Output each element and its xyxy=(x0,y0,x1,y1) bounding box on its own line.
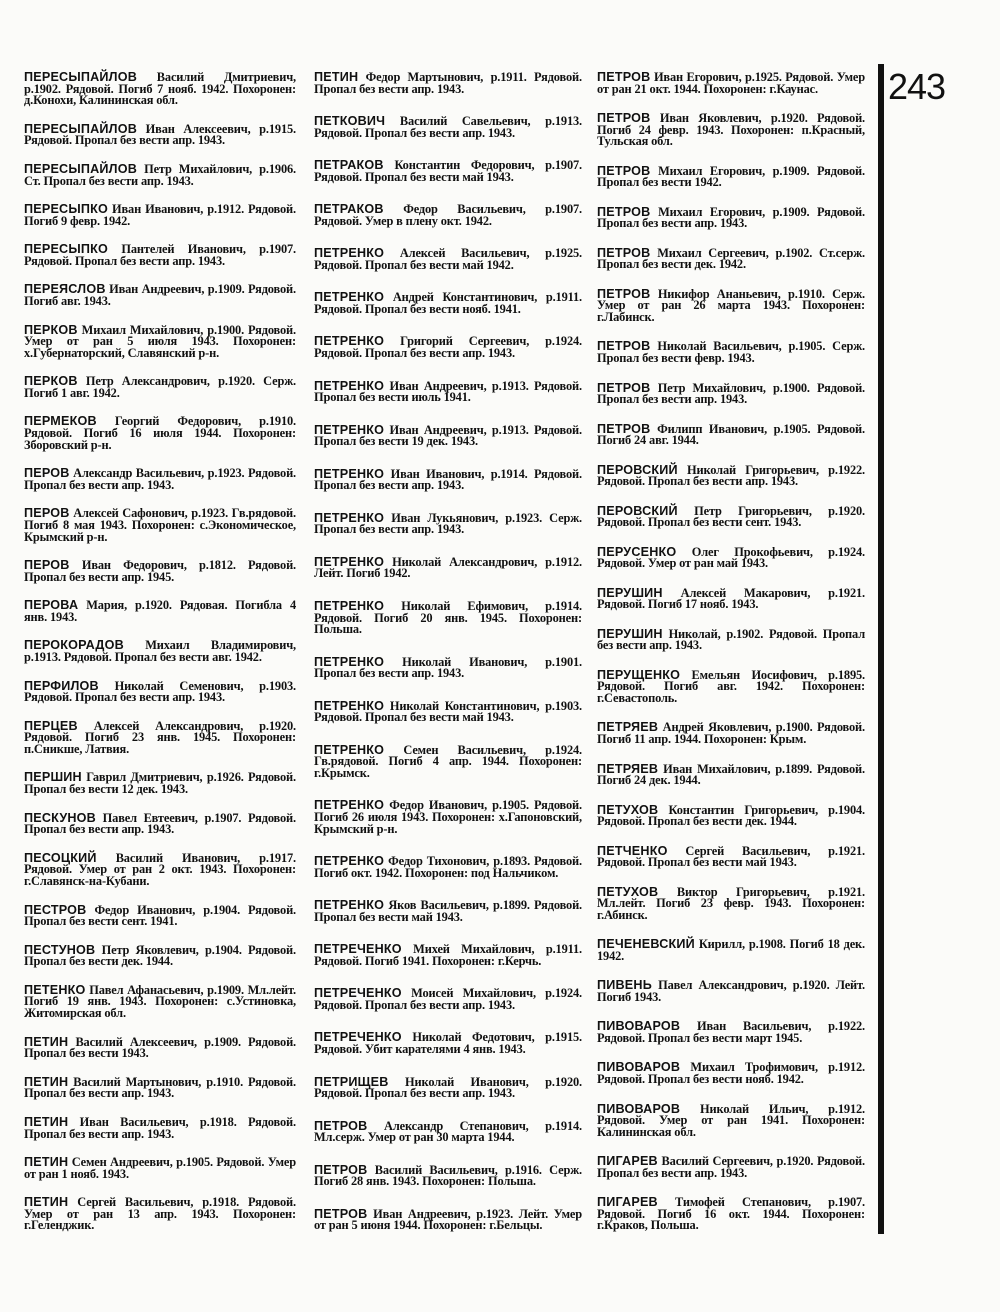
list-entry xyxy=(597,980,865,1003)
list-entry xyxy=(24,1157,296,1180)
entry-surname: ПЕТРЕНКО xyxy=(314,654,385,669)
entry-details: Павел Евтеевич, р.1907. Рядовой. Пропал без вести апр. 1943. xyxy=(24,810,296,837)
entry-surname: ПЕТРЕНКО xyxy=(314,510,385,525)
entry-details: Федор Васильевич, р.1907. Рядовой. Умер в плену окт. 1942. xyxy=(314,202,582,228)
entry-details: Семен Андреевич, р.1905. Рядовой. Умер от ран 1 нояб. 1943. xyxy=(24,1155,297,1181)
entry-surname: ПЕТРОВ xyxy=(314,1118,368,1133)
entry-details: Федор Тихонович, р.1893. Рядовой. Погиб окт. 1942. Похоронен: под Нальчиком. xyxy=(314,854,582,880)
list-entry xyxy=(24,204,296,227)
entry-details: Николай Ильич, р.1912. Рядовой. Умер от ран 1941. Похоронен: Калининская обл. xyxy=(597,1101,865,1139)
entry-surname: ПЕРОВ xyxy=(24,466,70,481)
list-entry xyxy=(24,121,296,148)
entry-surname: ПЕЧЕНЕВСКИЙ xyxy=(597,937,695,952)
entry-surname: ПЕТРОВ xyxy=(597,204,651,219)
entry-surname: ПЕТРЕНКО xyxy=(314,422,385,437)
entry-details: Федор Иванович, р.1904. Рядовой. Пропал без вести сент. 1941. xyxy=(24,902,296,929)
entry-details: Николай Константинович, р.1903. Рядовой. Пропал без вести май 1943. xyxy=(314,698,582,725)
entry-details: Иван Иванович, р.1914. Рядовой. Пропал без вести апр. 1943. xyxy=(314,466,582,493)
entry-surname: ПЕТРЕЧЕНКО xyxy=(314,986,402,1001)
list-entry xyxy=(314,422,582,449)
entry-surname: ПЕТРЕНКО xyxy=(314,246,385,261)
entry-surname: ПЕТРОВ xyxy=(314,1206,368,1221)
entry-details: Тимофей Степанович, р.1907. Рядовой. Погиб 16 окт. 1944. Похоронен: г.Краков, Польша. xyxy=(597,1195,865,1233)
entry-surname: ПЕРЕЯСЛОВ xyxy=(24,282,106,297)
list-entry xyxy=(597,1156,865,1179)
entry-details: Петр Григорьевич, р.1920. Рядовой. Пропал без вести сент. 1943. xyxy=(597,503,865,530)
list-entry xyxy=(597,585,865,612)
list-entry xyxy=(24,161,296,188)
list-entry xyxy=(24,1074,296,1101)
entry-details: Иван Иванович, р.1912. Рядовой. Погиб 9 февр. 1942. xyxy=(24,202,296,228)
list-entry xyxy=(24,322,296,360)
entry-surname: ПЕТУХОВ xyxy=(597,802,659,817)
entry-surname: ПЕРОВА xyxy=(24,598,79,613)
entry-surname: ПЕРМЕКОВ xyxy=(24,414,97,429)
list-entry xyxy=(24,1114,296,1141)
list-entry xyxy=(597,341,865,364)
list-entry xyxy=(597,72,865,95)
entry-surname: ПИВОВАРОВ xyxy=(597,1101,681,1116)
entry-details: Андрей Яковлевич, р.1900. Рядовой. Погиб 11 апр. 1944. Похоронен: Крым. xyxy=(597,720,865,747)
list-entry xyxy=(314,292,582,315)
entry-surname: ПЕТРОВ xyxy=(597,111,651,126)
list-entry xyxy=(24,508,296,543)
entry-details: Семен Васильевич, р.1924. Гв.рядовой. Погиб 4 апр. 1944. Похоронен: г.Крымск. xyxy=(314,742,582,780)
entry-details: Михаил Владимирович, р.1913. Рядовой. Пропал без вести авг. 1942. xyxy=(24,638,296,664)
entry-details: Пантелей Иванович, р.1907. Рядовой. Пропал без вести апр. 1943. xyxy=(24,242,297,268)
entry-surname: ПЕРОВ xyxy=(24,558,70,573)
list-entry xyxy=(314,72,582,95)
list-entry xyxy=(597,462,865,489)
list-entry xyxy=(597,544,865,571)
entry-details: Михей Михайлович, р.1911. Рядовой. Погиб 1941. Похоронен: г.Керчь. xyxy=(314,942,582,968)
list-entry xyxy=(597,286,865,325)
entry-details: Константин Федорович, р.1907. Рядовой. Пропал без вести май 1943. xyxy=(314,158,582,184)
list-entry xyxy=(24,72,296,107)
entry-details: Николай Ефимович, р.1914. Рядовой. Погиб 20 янв. 1945. Похоронен: Польша. xyxy=(314,598,582,637)
list-entry xyxy=(314,1162,582,1189)
entry-details: Николай, р.1902. Рядовой. Пропал без вести апр. 1943. xyxy=(597,626,865,653)
list-entry xyxy=(597,802,865,829)
entry-details: Кирилл, р.1908. Погиб 18 дек. 1942. xyxy=(597,937,865,963)
entry-details: Сергей Васильевич, р.1918. Рядовой. Умер от ран 13 апр. 1943. Похоронен: г.Геленджик. xyxy=(24,1195,296,1233)
entry-surname: ПИГАРЕВ xyxy=(597,1154,658,1169)
entry-details: Иван Егорович, р.1925. Рядовой. Умер от ран 21 окт. 1944. Похоронен: г.Каунас. xyxy=(597,70,865,96)
entry-details: Иван Яковлевич, р.1920. Рядовой. Погиб 24 февр. 1943. Похоронен: п.Красный, Тульская обл. xyxy=(597,111,865,149)
entry-surname: ПЕРУСЕНКО xyxy=(597,544,677,559)
entry-details: Алексей Макарович, р.1921. Рядовой. Погиб 17 нояб. 1943. xyxy=(597,585,865,612)
entry-details: Алексей Сафонович, р.1923. Гв.рядовой. Погиб 8 мая 1943. Похоронен: с.Экономическое, Крымский р-н. xyxy=(24,506,296,544)
entry-surname: ПЕТРОВ xyxy=(597,380,651,395)
list-entry xyxy=(597,421,865,448)
entry-details: Петр Александрович, р.1920. Серж. Погиб 1 авг. 1942. xyxy=(24,374,296,400)
entry-details: Николай Григорьевич, р.1922. Рядовой. Пропал без вести апр. 1943. xyxy=(597,462,865,489)
list-entry xyxy=(24,678,296,705)
entry-surname: ПИГАРЕВ xyxy=(597,1195,658,1210)
entry-surname: ПЕТИН xyxy=(24,1195,69,1210)
entry-details: Мария, р.1920. Рядовая. Погибла 4 янв. 1943. xyxy=(24,598,296,624)
entry-surname: ПЕРФИЛОВ xyxy=(24,678,99,693)
entry-details: Михаил Егорович, р.1909. Рядовой. Пропал без вести апр. 1943. xyxy=(597,204,865,231)
entry-details: Павел Афанасьевич, р.1909. Мл.лейт. Погиб 19 янв. 1943. Похоронен: с.Устиновка, Житомирская обл. xyxy=(24,982,296,1021)
page-edge-bar xyxy=(878,64,884,1234)
list-entry xyxy=(314,742,582,780)
list-entry xyxy=(314,856,582,879)
entry-surname: ПЕРУШИН xyxy=(597,626,663,641)
list-entry xyxy=(314,1206,583,1233)
list-entry xyxy=(597,1021,865,1044)
list-entry xyxy=(597,843,865,870)
entry-surname: ПЕТРЕНКО xyxy=(314,378,385,393)
entry-surname: ПЕТРЕНКО xyxy=(314,742,385,757)
entry-details: Николай Федотович, р.1915. Рядовой. Убит карателями 4 янв. 1943. xyxy=(314,1030,582,1057)
list-entry xyxy=(24,850,297,888)
list-entry xyxy=(24,942,296,969)
list-entry xyxy=(597,626,865,653)
entry-details: Василий Дмитриевич, р.1902. Рядовой. Погиб 7 нояб. 1942. Похоронен: д.Конохи, Калининская обл. xyxy=(24,70,296,108)
entry-surname: ПЕТРОВ xyxy=(597,339,651,354)
list-entry xyxy=(597,939,865,962)
entry-surname: ПЕРКОВ xyxy=(24,322,78,337)
entry-surname: ПЕСТРОВ xyxy=(24,902,87,917)
entry-surname: ПЕТРЯЕВ xyxy=(597,761,659,776)
entry-surname: ПЕТРАКОВ xyxy=(314,202,384,217)
entry-details: Михаил Сергеевич, р.1902. Ст.серж. Пропал без вести дек. 1942. xyxy=(597,245,865,272)
list-entry xyxy=(597,722,865,745)
entry-surname: ПЕРОВСКИЙ xyxy=(597,503,678,518)
list-entry xyxy=(24,244,296,267)
entry-surname: ПЕРКОВ xyxy=(24,374,78,389)
entry-details: Николай Семенович, р.1903. Рядовой. Пропал без вести апр. 1943. xyxy=(24,678,296,705)
list-entry xyxy=(24,600,296,623)
list-entry xyxy=(314,204,582,227)
list-entry xyxy=(24,560,296,583)
entry-surname: ПЕРЦЕВ xyxy=(24,718,78,733)
list-entry xyxy=(597,761,865,788)
entry-details: Василий Васильевич, р.1916. Серж. Погиб 28 янв. 1943. Похоронен: Польша. xyxy=(314,1162,582,1189)
entry-details: Михаил Михайлович, р.1900. Рядовой. Умер от ран 5 июля 1943. Похоронен: х.Губернаторский, Славянский р-н. xyxy=(24,322,296,360)
list-entry xyxy=(24,982,296,1021)
list-entry xyxy=(314,378,582,405)
entry-details: Михаил Трофимович, р.1912. Рядовой. Пропал без вести нояб. 1942. xyxy=(597,1060,865,1087)
entry-details: Николай Иванович, р.1920. Рядовой. Пропал без вести апр. 1943. xyxy=(314,1074,582,1101)
entry-details: Василий Савельевич, р.1913. Рядовой. Пропал без вести апр. 1943. xyxy=(314,114,582,140)
entry-details: Яков Васильевич, р.1899. Рядовой. Пропал без вести май 1943. xyxy=(314,898,583,924)
entry-surname: ПЕТРОВ xyxy=(314,1162,368,1177)
entry-details: Василий Сергеевич, р.1920. Рядовой. Пропал без вести апр. 1943. xyxy=(597,1154,865,1180)
list-entry xyxy=(597,1197,865,1232)
entry-surname: ПЕРШИН xyxy=(24,770,82,785)
entry-surname: ПЕТЧЕНКО xyxy=(597,843,668,858)
list-entry xyxy=(597,204,865,231)
entry-surname: ПЕСКУНОВ xyxy=(24,810,96,825)
entry-details: Алексей Васильевич, р.1925. Рядовой. Пропал без вести май 1942. xyxy=(314,246,582,272)
entry-details: Федор Мартынович, р.1911. Рядовой. Пропал без вести апр. 1943. xyxy=(314,70,582,96)
list-entry xyxy=(24,376,296,399)
list-entry xyxy=(314,160,582,183)
entry-surname: ПЕТИН xyxy=(24,1155,69,1170)
entry-surname: ПЕТИН xyxy=(314,70,359,84)
list-entry xyxy=(314,900,582,923)
entry-surname: ПЕТЕНКО xyxy=(24,982,86,997)
entry-details: Иван Васильевич, р.1918. Рядовой. Пропал без вести апр. 1943. xyxy=(24,1114,296,1141)
entry-surname: ПЕТРОВ xyxy=(597,245,651,260)
list-entry xyxy=(597,667,866,706)
entry-surname: ПЕТИН xyxy=(24,1034,69,1049)
column-3 xyxy=(597,72,865,1232)
list-entry xyxy=(24,468,296,491)
entry-details: Михаил Егорович, р.1909. Рядовой. Пропал без вести 1942. xyxy=(597,163,865,190)
list-entry xyxy=(597,1101,865,1139)
list-entry xyxy=(597,884,865,922)
entry-surname: ПЕТРЕНКО xyxy=(314,698,385,713)
list-entry xyxy=(314,598,582,637)
entry-details: Николай Александрович, р.1912. Лейт. Погиб 1942. xyxy=(314,554,582,581)
entry-surname: ПЕТРАКОВ xyxy=(314,158,384,173)
list-entry xyxy=(24,718,296,756)
entry-surname: ПЕТРЕНКО xyxy=(314,554,385,569)
list-entry xyxy=(597,163,865,190)
entry-details: Иван Алексеевич, р.1915. Рядовой. Пропал без вести апр. 1943. xyxy=(24,121,296,148)
entry-details: Иван Васильевич, р.1922. Рядовой. Пропал без вести март 1945. xyxy=(597,1019,865,1045)
list-entry xyxy=(597,245,865,272)
entry-surname: ПЕТРОВ xyxy=(597,163,651,178)
entry-details: Иван Андреевич, р.1913. Рядовой. Пропал без вести 19 дек. 1943. xyxy=(314,422,582,449)
list-entry xyxy=(24,772,296,795)
list-entry xyxy=(597,380,866,407)
entry-details: Петр Михайлович, р.1906. Ст. Пропал без вести апр. 1943. xyxy=(24,161,296,188)
entry-details: Василий Мартынович, р.1910. Рядовой. Пропал без вести апр. 1943. xyxy=(24,1074,296,1101)
entry-surname: ПЕТИН xyxy=(24,1114,69,1129)
entry-details: Иван Михайлович, р.1899. Рядовой. Погиб 24 дек. 1944. xyxy=(597,761,865,788)
list-entry xyxy=(314,336,582,359)
list-entry xyxy=(24,810,296,837)
entry-details: Павел Александрович, р.1920. Лейт. Погиб 1943. xyxy=(597,978,865,1004)
page-number: 243 xyxy=(888,66,946,107)
entry-details: Сергей Васильевич, р.1921. Рядовой. Пропал без вести май 1943. xyxy=(597,843,865,870)
list-entry xyxy=(314,248,582,271)
entry-surname: ПЕТРЕНКО xyxy=(314,898,385,913)
entry-details: Александр Степанович, р.1914. Мл.серж. Умер от ран 30 марта 1944. xyxy=(314,1118,582,1145)
entry-surname: ПЕРЕСЫПАЙЛОВ xyxy=(24,121,138,136)
entry-details: Иван Лукьянович, р.1923. Серж. Пропал без вести апр. 1943. xyxy=(314,510,582,537)
entry-surname: ПЕРЕСЫПАЙЛОВ xyxy=(24,70,138,84)
list-entry xyxy=(314,1118,582,1145)
entry-surname: ПЕСТУНОВ xyxy=(24,942,96,957)
entry-details: Константин Григорьевич, р.1904. Рядовой. Пропал без вести дек. 1944. xyxy=(597,802,865,829)
entry-details: Петр Михайлович, р.1900. Рядовой. Пропал без вести апр. 1943. xyxy=(597,380,866,407)
entry-surname: ПИВОВАРОВ xyxy=(597,1060,681,1075)
entry-details: Емельян Иосифович, р.1895. Рядовой. Погиб авг. 1942. Похоронен: г.Севастополь. xyxy=(597,667,866,706)
list-entry xyxy=(314,800,582,835)
column-2 xyxy=(314,72,582,1232)
entry-details: Олег Прокофьевич, р.1924. Рядовой. Умер от ран май 1943. xyxy=(597,544,865,571)
entry-details: Николай Иванович, р.1901. Пропал без вести апр. 1943. xyxy=(314,654,582,681)
column-1 xyxy=(24,72,296,1232)
list-entry xyxy=(314,1032,582,1055)
entry-details: Филипп Иванович, р.1905. Рядовой. Погиб 24 авг. 1944. xyxy=(597,421,865,448)
list-entry xyxy=(314,466,582,493)
entry-surname: ПЕТИН xyxy=(24,1074,69,1089)
entry-surname: ПЕТРЕНКО xyxy=(314,334,385,349)
entry-surname: ПЕРОВ xyxy=(24,506,70,521)
entry-surname: ПЕТРЕНКО xyxy=(314,598,385,613)
entry-surname: ПЕТРЕЧЕНКО xyxy=(314,1030,402,1045)
entry-details: Федор Иванович, р.1905. Рядовой. Погиб 26 июля 1943. Похоронен: х.Гапоновский, Крымский р-н. xyxy=(314,798,582,836)
entry-details: Иван Федорович, р.1812. Рядовой. Пропал без вести апр. 1945. xyxy=(24,558,296,584)
entry-surname: ПЕРЕСЫПКО xyxy=(24,242,109,257)
list-entry xyxy=(314,654,582,681)
entry-surname: ПЕТРЕНКО xyxy=(314,290,385,305)
entry-surname: ПЕТРОВ xyxy=(597,421,651,436)
entry-surname: ПЕРУЩЕНКО xyxy=(597,667,681,682)
list-entry xyxy=(597,503,865,530)
entry-surname: ПЕТРЕНКО xyxy=(314,854,385,869)
list-entry xyxy=(314,944,582,967)
entry-details: Андрей Константинович, р.1911. Рядовой. Пропал без вести нояб. 1941. xyxy=(314,290,582,316)
list-entry xyxy=(597,113,865,148)
entry-surname: ПЕРЕСЫПАЙЛОВ xyxy=(24,161,138,176)
list-entry xyxy=(24,640,296,663)
list-entry xyxy=(314,988,582,1011)
list-entry xyxy=(314,1074,582,1101)
entry-details: Моисей Михайлович, р.1924. Рядовой. Пропал без вести апр. 1943. xyxy=(314,986,582,1012)
entry-surname: ПИВОВАРОВ xyxy=(597,1019,681,1034)
entry-details: Александр Васильевич, р.1923. Рядовой. Пропал без вести апр. 1943. xyxy=(24,466,297,492)
entry-surname: ПЕТКОВИЧ xyxy=(314,114,386,129)
entry-surname: ПЕРУШИН xyxy=(597,585,663,600)
entry-surname: ПЕТРЕНКО xyxy=(314,798,385,813)
entry-surname: ПЕРЕСЫПКО xyxy=(24,202,109,217)
entry-surname: ПЕРОВСКИЙ xyxy=(597,462,678,477)
entry-surname: ПЕТРОВ xyxy=(597,286,651,301)
entry-details: Петр Яковлевич, р.1904. Рядовой. Пропал без вести дек. 1944. xyxy=(24,942,296,969)
entry-details: Иван Андреевич, р.1913. Рядовой. Пропал без вести июль 1941. xyxy=(314,378,582,405)
list-entry xyxy=(24,1034,297,1061)
list-entry xyxy=(24,284,296,307)
entry-surname: ПЕТРЕЧЕНКО xyxy=(314,942,402,957)
entry-surname: ПЕТРЯЕВ xyxy=(597,720,659,735)
entry-details: Василий Алексеевич, р.1909. Рядовой. Пропал без вести 1943. xyxy=(24,1034,297,1061)
list-entry xyxy=(597,1062,865,1085)
entry-details: Георгий Федорович, р.1910. Рядовой. Погиб 16 июля 1944. Похоронен: Зборовский р-н. xyxy=(24,414,296,452)
entry-details: Гаврил Дмитриевич, р.1926. Рядовой. Пропал без вести 12 дек. 1943. xyxy=(24,770,296,797)
list-entry xyxy=(24,1197,296,1232)
entry-surname: ПЕТРОВ xyxy=(597,70,651,84)
entry-details: Василий Иванович, р.1917. Рядовой. Умер от ран 2 окт. 1943. Похоронен: г.Славянск-на-Кубани. xyxy=(24,850,297,888)
entry-details: Виктор Григорьевич, р.1921. Мл.лейт. Погиб 23 февр. 1943. Похоронен: г.Абинск. xyxy=(597,884,865,922)
list-entry xyxy=(24,416,296,451)
entry-details: Григорий Сергеевич, р.1924. Рядовой. Пропал без вести апр. 1943. xyxy=(314,334,582,361)
entry-surname: ПЕСОЦКИЙ xyxy=(24,850,97,865)
list-entry xyxy=(314,554,582,581)
entry-details: Николай Васильевич, р.1905. Серж. Пропал без вести февр. 1943. xyxy=(597,339,865,366)
entry-details: Никифор Ананьевич, р.1910. Серж. Умер от ран 26 марта 1943. Похоронен: г.Лабинск. xyxy=(597,286,865,325)
entry-surname: ПЕРОКОРАДОВ xyxy=(24,638,124,653)
entry-surname: ПЕТРИЩЕВ xyxy=(314,1074,389,1089)
entry-details: Алексей Александрович, р.1920. Рядовой. Погиб 23 янв. 1945. Похоронен: п.Сникше, Латвия. xyxy=(24,718,296,756)
list-entry xyxy=(314,116,582,139)
entry-surname: ПЕТУХОВ xyxy=(597,884,659,899)
entry-surname: ПИВЕНЬ xyxy=(597,978,652,993)
list-entry xyxy=(314,510,582,537)
entry-surname: ПЕТРЕНКО xyxy=(314,466,385,481)
entry-details: Иван Андреевич, р.1909. Рядовой. Погиб авг. 1943. xyxy=(24,282,296,308)
list-entry xyxy=(24,902,296,929)
entry-details: Иван Андреевич, р.1923. Лейт. Умер от ран 5 июня 1944. Похоронен: г.Бельцы. xyxy=(314,1206,583,1233)
list-entry xyxy=(314,698,582,725)
